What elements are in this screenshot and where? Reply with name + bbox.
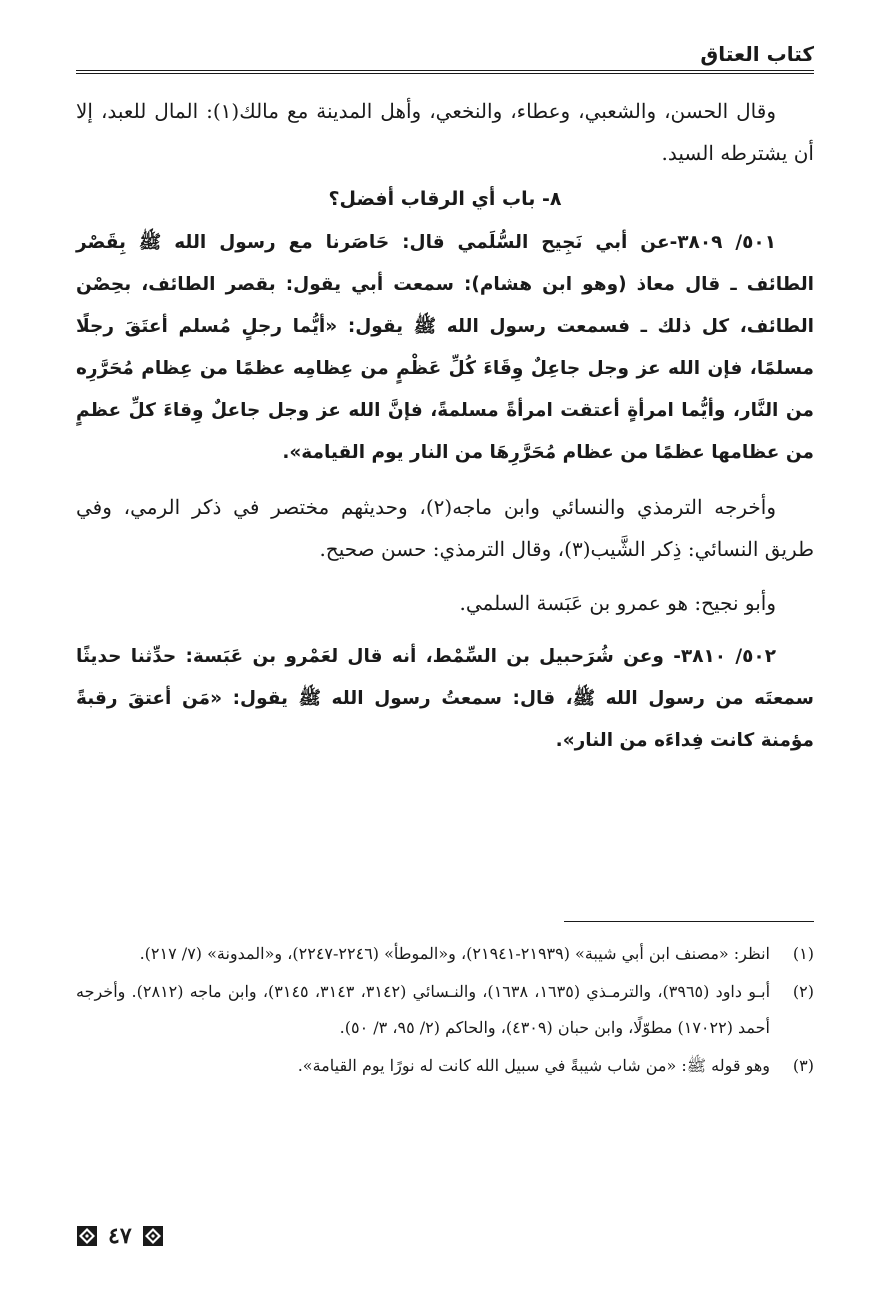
header-double-rule bbox=[76, 70, 814, 74]
footnote-number: (٣) bbox=[792, 1056, 814, 1075]
diamond-ornament-icon bbox=[142, 1225, 164, 1247]
paragraph-takhrij: وأخرجه الترمذي والنسائي وابن ماجه(٢)، وحديثهم مختصر في ذكر الرمي، وفي طريق النسائي: ذِكر الشَّيب(٣)، وقال الترمذي: حسن صحيح. bbox=[76, 495, 814, 561]
hadith-502: ٥٠٢/ ٣٨١٠- وعن شُرَحبيل بن السِّمْط، أنه قال لعَمْرو بن عَبَسة: حدِّثنا حديثًا سمعتَه من رسول الله ﷺ، قال: سمعتُ رسول الله ﷺ يقول: «مَن أعتقَ رقبةً مؤمنة كانت فِداءَه من النار». bbox=[76, 646, 814, 751]
footnote-item bbox=[76, 1048, 814, 1084]
page-folio bbox=[76, 1222, 164, 1250]
paragraph-opinions: وقال الحسن، والشعبي، وعطاء، والنخعي، وأهل المدينة مع مالك(١): المال للعبد، إلا أن يشترطه السيد. bbox=[76, 99, 814, 165]
footnote-text: انظر: «مصنف ابن أبي شيبة» (٢١٩٣٩-٢١٩٤١)، و«الموطأ» (٢٢٤٦-٢٢٤٧)، و«المدونة» (٧/ ٢١٧). bbox=[139, 944, 770, 963]
footnote-number: (١) bbox=[792, 944, 814, 963]
footnote-item bbox=[76, 936, 814, 972]
main-text bbox=[76, 90, 814, 762]
page-number: ٤٧ bbox=[108, 1223, 132, 1249]
chapter-title: كتاب العتاق bbox=[700, 42, 814, 66]
footnote-item bbox=[76, 974, 814, 1046]
running-header bbox=[76, 40, 814, 74]
diamond-ornament-icon bbox=[76, 1225, 98, 1247]
hadith-501: ٥٠١/ ٣٨٠٩-عن أبي نَجِيح السُّلَمي قال: حَاصَرنا مع رسول الله ﷺ بِقَصْر الطائف ـ قال معاذ (وهو ابن هشام): سمعت أبي يقول: بقصر الطائف، بحِصْن الطائف، كل ذلك ـ فسمعت رسول الله ﷺ يقول: «أيُّما رجلٍ مُسلم أعتَقَ رجلًا مسلمًا، فإن الله عز وجل جاعِلٌ وِقَاءَ كُلِّ عَظْمٍ من عِظامِه عظمًا من عِظام مُحَرَّرِه من النَّار، وأيُّما امرأةٍ أعتقت امرأةً مسلمةً، فإنَّ الله عز وجل جاعلٌ وِقاءَ كلِّ عظمٍ من عظامها عظمًا من عظام مُحَرَّرِهَا من النار يوم القيامة». bbox=[76, 232, 814, 463]
book-page bbox=[76, 0, 814, 1290]
paragraph-abu-najih: وأبو نجيح: هو عمرو بن عَبَسة السلمي. bbox=[459, 591, 776, 615]
footnote-separator bbox=[564, 921, 814, 922]
footnote-text: أبـو داود (٣٩٦٥)، والترمـذي (١٦٣٥، ١٦٣٨)، والنـسائي (٣١٤٢، ٣١٤٣، ٣١٤٥)، وابن ماجه (٢٨١٢). وأخرجه أحمد (١٧٠٢٢) مطوّلًا، وابن حبان (٤٣٠٩)، والحاكم (٢/ ٩٥، ٣/ ٥٠). bbox=[76, 982, 771, 1037]
footnote-number: (٢) bbox=[792, 982, 814, 1001]
section-heading: ٨- باب أي الرقاب أفضل؟ bbox=[328, 188, 562, 210]
footnote-text: وهو قوله ﷺ: «من شاب شيبةً في سبيل الله كانت له نورًا يوم القيامة». bbox=[297, 1056, 770, 1075]
footnotes bbox=[76, 936, 814, 1086]
